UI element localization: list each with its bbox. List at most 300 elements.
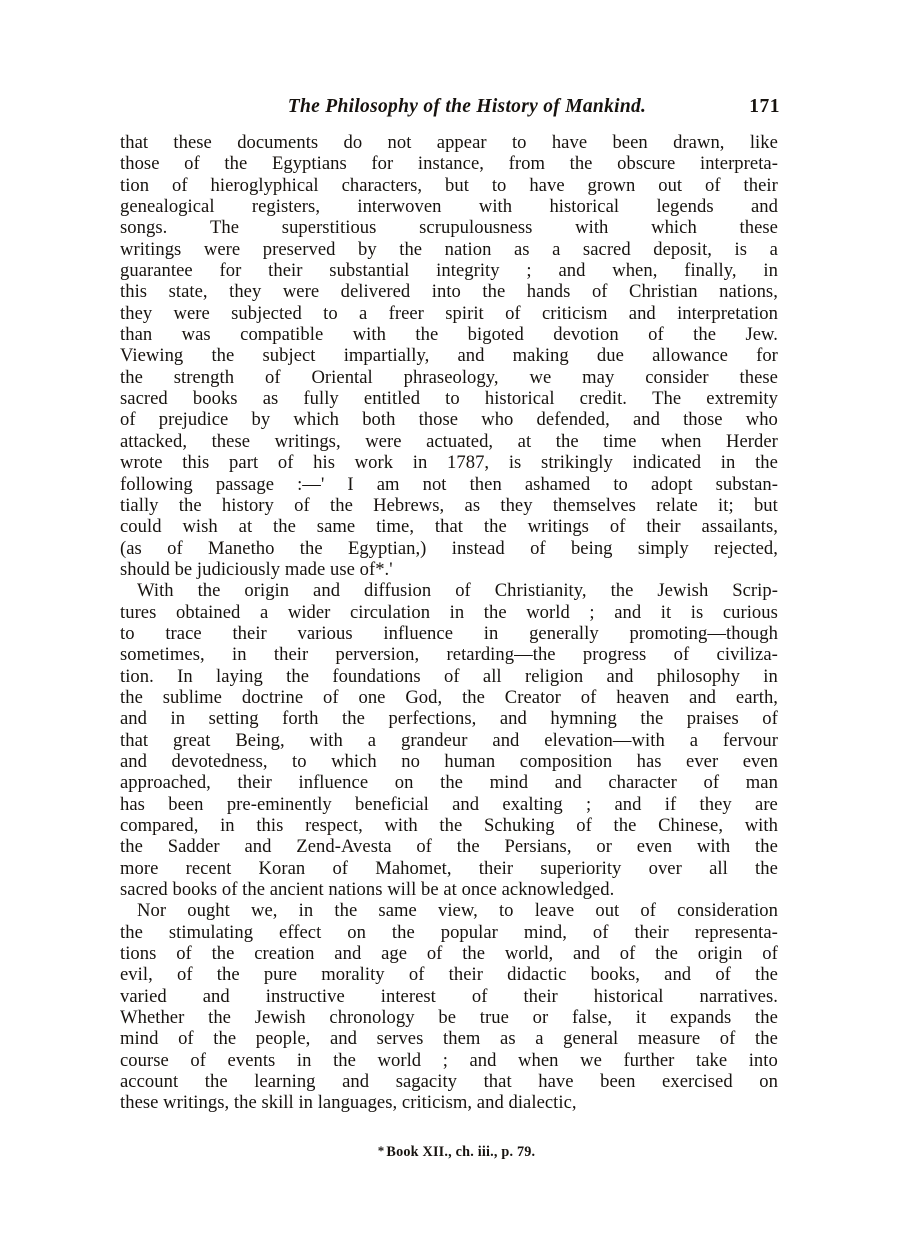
word: is — [508, 452, 522, 474]
word: to — [445, 388, 460, 410]
word: of — [471, 985, 488, 1007]
word: this — [256, 815, 284, 836]
word: following — [120, 473, 193, 495]
word: ; — [585, 793, 592, 815]
word: his — [313, 452, 335, 474]
word: their — [523, 985, 558, 1007]
word: like — [749, 132, 778, 153]
word: the — [755, 836, 778, 858]
word: of — [705, 174, 721, 196]
word: consider — [645, 366, 709, 388]
word: into — [431, 281, 461, 303]
word: generally — [529, 622, 599, 644]
text-line — [120, 772, 778, 793]
word: we, — [251, 900, 278, 922]
word: of — [640, 900, 657, 922]
word: which — [293, 409, 340, 431]
word: interest — [380, 985, 436, 1007]
word: of — [719, 1028, 736, 1050]
word: a — [535, 1028, 544, 1050]
word: Jewish — [254, 1007, 306, 1029]
word: delivered — [340, 281, 411, 303]
word: the — [120, 366, 143, 388]
word: in — [298, 900, 314, 922]
word: those — [683, 409, 723, 431]
word: themselves — [552, 494, 636, 516]
word: freer — [388, 302, 424, 324]
word: the — [197, 580, 221, 602]
word: hands — [526, 281, 571, 303]
text-line — [120, 324, 778, 345]
word: the — [555, 430, 579, 452]
word: further — [623, 1049, 675, 1071]
word: scrupulousness — [419, 217, 533, 239]
word: rejected, — [714, 537, 778, 559]
running-head — [120, 96, 780, 122]
word: characters, — [341, 174, 423, 196]
word: am — [376, 473, 400, 495]
word: drawn, — [673, 132, 725, 153]
word: mind — [489, 772, 529, 794]
word: they — [699, 793, 732, 815]
word: a — [367, 729, 377, 751]
word: it; — [718, 494, 734, 516]
word: of — [703, 772, 720, 794]
word: the — [462, 686, 485, 708]
word: extremity — [706, 388, 778, 410]
word: obscure — [617, 153, 676, 175]
word: Persians, — [504, 836, 572, 858]
word: all — [709, 857, 728, 879]
word: time — [603, 430, 637, 452]
word: the — [693, 324, 717, 346]
word: the — [415, 324, 439, 346]
word: those — [418, 409, 459, 431]
word: or — [596, 836, 612, 858]
word: registers, — [251, 196, 321, 218]
word: grown — [587, 174, 636, 196]
word: songs. — [120, 217, 168, 239]
word: on — [347, 921, 366, 943]
word: of — [715, 964, 731, 986]
word: of — [323, 686, 339, 708]
word: in — [763, 260, 778, 282]
word: subject — [262, 345, 316, 367]
word: the — [333, 1049, 356, 1071]
word: spirit — [445, 302, 484, 324]
word: laying — [216, 665, 263, 687]
word: the — [286, 665, 310, 687]
text-line — [120, 303, 778, 324]
word: the — [755, 1007, 778, 1029]
word: genealogical — [120, 196, 215, 218]
word: Nor — [137, 900, 167, 922]
word: to — [498, 900, 514, 922]
word: nation — [444, 238, 492, 260]
word: expands — [669, 1007, 732, 1029]
word: no — [401, 750, 420, 772]
word: the — [208, 1007, 231, 1029]
word: and — [452, 793, 480, 815]
word: out — [658, 174, 683, 196]
word: mind — [120, 1028, 159, 1050]
word: sacred — [120, 388, 168, 410]
word: narratives. — [699, 985, 778, 1007]
word: documents — [237, 132, 319, 153]
word: civiliza- — [716, 644, 778, 666]
text-line — [120, 239, 778, 260]
word: obtained — [175, 601, 241, 623]
word: God, — [405, 686, 443, 708]
text-line — [120, 409, 778, 430]
word: learning — [254, 1071, 316, 1093]
text-line — [120, 964, 778, 985]
word: varied — [120, 985, 167, 1007]
word: hieroglyphical — [210, 174, 319, 196]
word: for — [756, 345, 778, 367]
page-number: 171 — [749, 96, 780, 117]
word: tions — [120, 943, 157, 965]
word: prejudice — [158, 409, 229, 431]
text-line: these writings, the skill in languages, criticism, and dialectic, — [120, 1092, 577, 1114]
word: forth — [282, 708, 319, 730]
word: devotedness, — [171, 750, 268, 772]
word: at — [517, 430, 532, 452]
word: as — [464, 494, 481, 516]
word: history — [221, 494, 274, 516]
word: of — [176, 964, 193, 986]
word: ought — [187, 900, 230, 922]
word: their — [478, 857, 514, 879]
word: false, — [571, 1007, 613, 1029]
text-line — [120, 452, 778, 473]
word: fully — [303, 388, 339, 410]
word: strength — [173, 366, 235, 388]
word: that — [120, 729, 149, 751]
word: these — [211, 430, 251, 452]
word: the — [342, 708, 365, 730]
word: been — [612, 132, 648, 153]
word: of — [591, 281, 608, 303]
word: a — [689, 729, 699, 751]
word: great — [173, 729, 211, 751]
word: of — [673, 644, 690, 666]
word: In — [177, 665, 193, 687]
word: preserved — [262, 238, 336, 260]
word: interpretation — [677, 302, 778, 324]
word: didactic — [507, 964, 567, 986]
word: of — [176, 943, 192, 965]
word: Jew. — [745, 324, 778, 346]
word: same — [316, 516, 356, 538]
word: I — [347, 473, 354, 495]
word: promoting—though — [629, 622, 778, 644]
word: instructive — [265, 985, 345, 1007]
word: and — [313, 580, 341, 602]
word: Whether — [120, 1007, 185, 1029]
word: Creator — [504, 686, 561, 708]
word: time, — [376, 516, 415, 538]
word: the — [483, 516, 507, 538]
word: and — [614, 601, 642, 623]
word: as — [500, 1028, 516, 1050]
word: of — [294, 494, 310, 516]
word: criticism — [541, 302, 608, 324]
word: to — [323, 302, 338, 324]
word: Sadder — [167, 836, 220, 858]
word: for — [219, 260, 242, 282]
word: that — [434, 516, 463, 538]
word: circulation — [350, 601, 431, 623]
word: who — [745, 409, 778, 431]
word: origin — [244, 580, 290, 602]
word: of — [184, 153, 200, 175]
word: in — [412, 452, 428, 474]
word: the — [755, 452, 778, 474]
word: of — [443, 665, 460, 687]
word: do — [343, 132, 363, 153]
word: been — [600, 1071, 636, 1093]
word: historical — [549, 196, 620, 218]
word: are — [755, 793, 778, 815]
word: indicated — [632, 452, 702, 474]
word: that — [120, 132, 149, 153]
text-line — [120, 858, 778, 879]
word: to — [491, 174, 507, 196]
word: view, — [437, 900, 478, 922]
word: the — [178, 494, 202, 516]
word: or — [532, 1007, 549, 1029]
text-line — [120, 602, 778, 623]
word: they — [120, 302, 153, 324]
word: on — [759, 1071, 778, 1093]
word: the — [755, 857, 778, 879]
word: and — [202, 985, 230, 1007]
word: and — [342, 1071, 370, 1093]
word: influence — [383, 622, 453, 644]
text-line — [120, 836, 778, 857]
word: grandeur — [401, 729, 468, 751]
word: events — [227, 1049, 276, 1071]
word: compatible — [240, 324, 324, 346]
word: the — [273, 516, 296, 538]
word: writings, — [274, 430, 341, 452]
word: effect — [279, 921, 322, 943]
word: when — [660, 430, 702, 452]
word: writings — [527, 516, 589, 538]
word: The — [210, 217, 240, 239]
word: and — [334, 943, 362, 965]
word: popular — [440, 921, 498, 943]
word: defended, — [536, 409, 610, 431]
word: man — [745, 772, 778, 794]
word: instance, — [417, 153, 484, 175]
word: exalting — [502, 793, 563, 815]
word: credit. — [579, 388, 627, 410]
word: with — [384, 815, 418, 836]
word: the — [640, 708, 664, 730]
word: and — [750, 196, 778, 218]
word: making — [512, 345, 569, 367]
word: interwoven — [357, 196, 442, 218]
word: it — [635, 1007, 647, 1029]
text-line — [120, 217, 778, 238]
text-line — [120, 623, 778, 644]
word: Manetho — [208, 537, 275, 559]
footnote — [120, 1126, 778, 1178]
word: have — [529, 174, 565, 196]
word: of — [277, 452, 294, 474]
word: to — [613, 473, 628, 495]
word: were — [365, 430, 402, 452]
word: the — [120, 921, 143, 943]
word: the — [439, 815, 463, 836]
text-line — [120, 751, 778, 772]
word: attacked, — [120, 430, 188, 452]
word: impartially, — [343, 345, 430, 367]
text-line — [120, 943, 778, 964]
word: and — [499, 708, 527, 730]
text-line — [120, 900, 778, 921]
word: stimulating — [168, 921, 254, 943]
word: trace — [165, 622, 202, 644]
word: guarantee — [120, 260, 193, 282]
word: Scrip- — [732, 580, 778, 602]
word: of — [408, 964, 425, 986]
word: part — [229, 452, 259, 474]
text-line — [120, 730, 778, 751]
word: a — [552, 238, 561, 260]
word: but — [753, 494, 778, 516]
word: the — [120, 686, 143, 708]
word: in — [763, 665, 778, 687]
word: actuated, — [426, 430, 494, 452]
word: perfections, — [388, 708, 477, 730]
word: has — [636, 750, 662, 772]
word: 1787, — [447, 452, 490, 474]
word: a — [769, 238, 778, 260]
text-line — [120, 1028, 778, 1049]
word: and — [606, 665, 634, 687]
word: sometimes, — [120, 644, 205, 666]
word: may — [582, 366, 615, 388]
word: to — [292, 750, 307, 772]
word: of — [455, 580, 471, 602]
text-line — [120, 922, 778, 943]
word: character — [608, 772, 677, 794]
word: out — [595, 900, 620, 922]
word: pre-eminently — [226, 793, 332, 815]
word: the — [456, 836, 480, 858]
word: and — [492, 729, 520, 751]
word: adopt — [650, 473, 693, 495]
text-line — [120, 260, 778, 281]
word: mind, — [523, 921, 567, 943]
word: Chinese, — [658, 815, 724, 836]
word: in — [170, 708, 186, 730]
word: doctrine — [241, 686, 304, 708]
text-line — [120, 367, 778, 388]
word: of — [172, 174, 188, 196]
word: wish — [182, 516, 218, 538]
word: which — [651, 217, 697, 239]
text-line — [120, 474, 778, 495]
word: if — [664, 793, 677, 815]
word: than — [120, 324, 153, 346]
word: their — [273, 644, 309, 666]
word: religion — [524, 665, 584, 687]
word: of — [178, 1028, 194, 1050]
word: a — [358, 302, 368, 324]
word: we — [529, 366, 552, 388]
word: the — [755, 964, 778, 986]
word: their — [743, 174, 778, 196]
footnote-marker-icon: * — [377, 1143, 385, 1158]
word: morality — [321, 964, 385, 986]
word: the — [391, 921, 415, 943]
text-line — [120, 431, 778, 452]
word: Herder — [726, 430, 778, 452]
word: sacred — [582, 238, 631, 260]
word: as — [262, 388, 279, 410]
word: not — [387, 132, 412, 153]
word: of — [426, 943, 443, 965]
word: that — [483, 1071, 512, 1093]
word: beneficial — [355, 793, 429, 815]
text-line — [120, 666, 778, 687]
text-line — [120, 538, 778, 559]
word: of — [762, 708, 778, 730]
word: human — [444, 750, 496, 772]
word: and — [689, 686, 717, 708]
word: due — [596, 345, 624, 367]
word: as — [513, 238, 530, 260]
word: but — [445, 174, 469, 196]
word: With — [137, 580, 174, 602]
word: their — [448, 964, 483, 986]
word: Christianity, — [494, 580, 587, 602]
word: ashamed — [524, 473, 591, 495]
word: with — [575, 217, 609, 239]
word: subjected — [231, 302, 302, 324]
word: and — [457, 345, 485, 367]
word: we — [580, 1049, 602, 1071]
word: tially — [120, 494, 159, 516]
word: finally, — [684, 260, 737, 282]
text-line — [120, 388, 778, 409]
text-line: should be judiciously made use of*.' — [120, 558, 393, 580]
word: general — [563, 1028, 619, 1050]
word: of — [648, 324, 664, 346]
word: substantial — [329, 260, 410, 282]
text-line — [120, 708, 778, 729]
word: the — [216, 964, 240, 986]
word: ever — [686, 750, 719, 772]
word: earth, — [735, 686, 778, 708]
word: devotion — [553, 324, 619, 346]
word: evil, — [120, 964, 153, 986]
word: the — [755, 1028, 778, 1050]
word: appear — [436, 132, 487, 153]
text-line — [120, 495, 778, 516]
word: same — [378, 900, 417, 922]
word: the — [610, 580, 634, 602]
word: deposit, — [653, 238, 713, 260]
word: age — [381, 943, 408, 965]
word: tion — [120, 174, 150, 196]
word: writings — [120, 238, 182, 260]
word: course — [120, 1049, 169, 1071]
